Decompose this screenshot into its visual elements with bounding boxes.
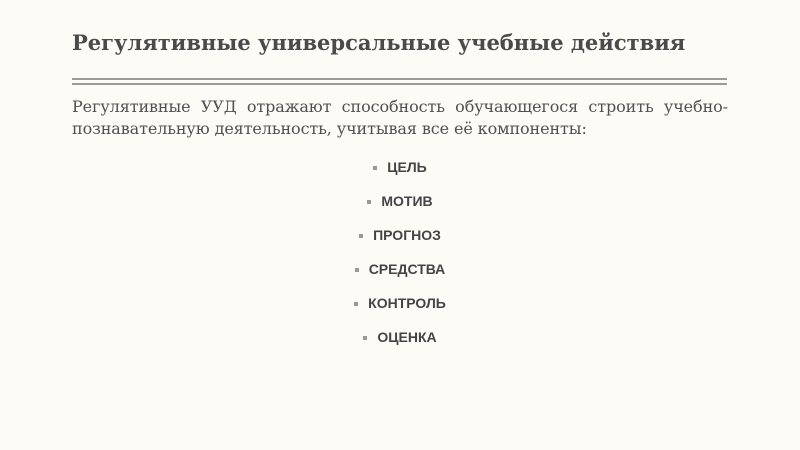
title-divider-top xyxy=(72,78,727,80)
component-label: КОНТРОЛЬ xyxy=(368,295,446,311)
component-label: ОЦЕНКА xyxy=(377,329,437,345)
component-label: ЦЕЛЬ xyxy=(387,159,427,175)
square-bullet-icon xyxy=(363,336,367,340)
square-bullet-icon xyxy=(359,234,363,238)
component-item-control xyxy=(0,286,800,320)
component-list xyxy=(0,150,800,354)
square-bullet-icon xyxy=(367,200,371,204)
title-divider-bottom xyxy=(72,83,727,85)
component-item-goal xyxy=(0,150,800,184)
component-item-assessment xyxy=(0,320,800,354)
component-item-means xyxy=(0,252,800,286)
component-item-forecast xyxy=(0,218,800,252)
component-label: ПРОГНОЗ xyxy=(373,227,441,243)
component-label: СРЕДСТВА xyxy=(368,261,446,277)
square-bullet-icon xyxy=(373,166,377,170)
component-item-motive xyxy=(0,184,800,218)
component-label: МОТИВ xyxy=(381,193,433,209)
lead-paragraph: Регулятивные УУД отражают способность обучающегося строить учебно-познавательную деятельность, учитывая все её компоненты: xyxy=(72,97,728,138)
square-bullet-icon xyxy=(354,302,358,306)
square-bullet-icon xyxy=(355,268,359,272)
slide-title: Регулятивные универсальные учебные действия xyxy=(72,30,686,55)
